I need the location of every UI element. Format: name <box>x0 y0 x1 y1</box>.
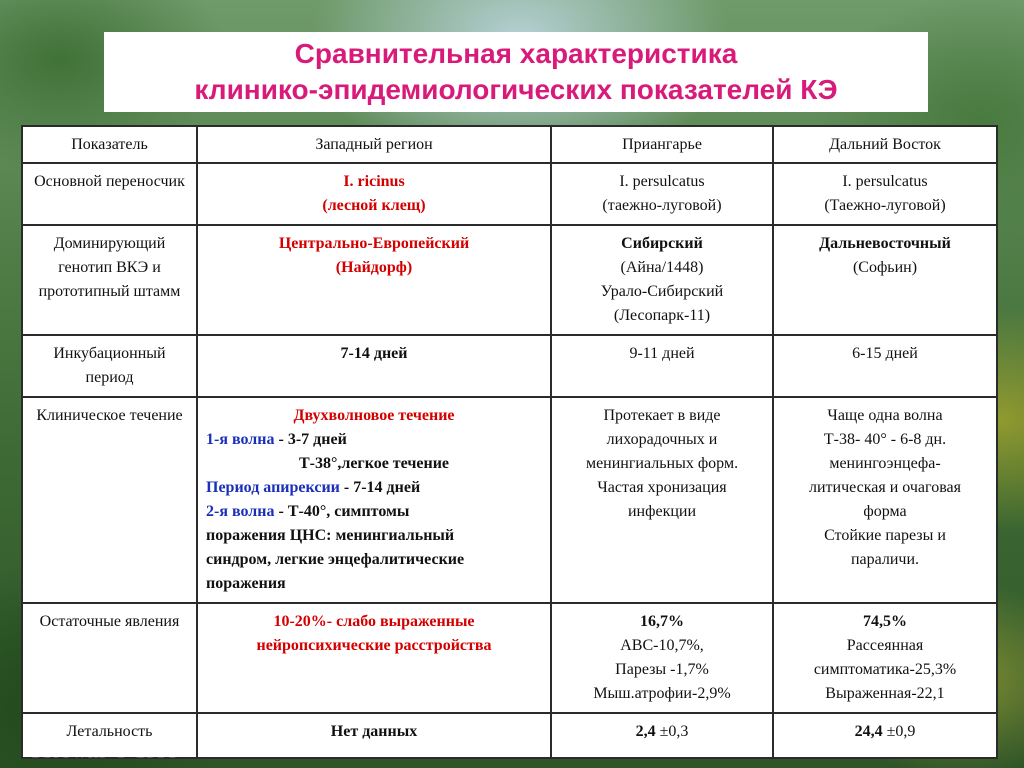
row-label: Инкубационный период <box>22 335 197 397</box>
cell-text: лихорадочных и <box>606 431 718 448</box>
header-far-east: Дальний Восток <box>773 126 997 163</box>
cell-far-east <box>773 225 997 335</box>
row-vector <box>22 163 997 225</box>
cell-far-east <box>773 163 997 225</box>
cell-text: менингоэнцефа- <box>829 455 941 472</box>
cell-text: 2,4 <box>635 723 656 740</box>
cell-text: Чаще одна волна <box>827 407 943 424</box>
cell-text: 24,4 <box>854 723 883 740</box>
cell-text: I. persulcatus <box>842 173 928 190</box>
header-indicator: Показатель <box>22 126 197 163</box>
cell-angara <box>551 225 773 335</box>
cell-text: (таежно-луговой) <box>602 197 722 214</box>
cell-angara <box>551 713 773 758</box>
cell-text: форма <box>863 503 907 520</box>
cell-text: (Найдорф) <box>335 259 413 276</box>
cell-west <box>197 397 551 603</box>
cell-text: Стойкие парезы и <box>824 527 946 544</box>
wave2-label: 2-я волна <box>206 503 275 520</box>
cell-text: АВС-10,7%, <box>620 637 704 654</box>
cell-text <box>206 428 542 452</box>
row-incubation <box>22 335 997 397</box>
cell-text: Сибирский <box>621 235 703 252</box>
cell-far-east: 6-15 дней <box>773 335 997 397</box>
cell-far-east <box>773 397 997 603</box>
wave2-text: - Т-40°, симптомы <box>274 503 410 520</box>
cell-west <box>197 603 551 713</box>
row-genotype <box>22 225 997 335</box>
cell-text: ±0,9 <box>882 723 916 740</box>
header-angara: Приангарье <box>551 126 773 163</box>
cell-text: 10-20%- слабо выраженные <box>273 613 475 630</box>
cell-text: Дальневосточный <box>819 235 951 252</box>
apyrexia-label: Период апирексии <box>206 479 340 496</box>
comparison-table <box>21 125 998 759</box>
photo-watermark: Sbrowns © 1995 <box>30 738 179 763</box>
cell-text: нейропсихические расстройства <box>256 637 492 654</box>
cell-text: I. persulcatus <box>619 173 705 190</box>
cell-text: Центрально-Европейский <box>278 235 470 252</box>
cell-angara <box>551 397 773 603</box>
cell-text: синдром, легкие энцефалитические <box>206 551 465 568</box>
cell-text: ±0,3 <box>655 723 689 740</box>
cell-text: Парезы -1,7% <box>615 661 709 678</box>
cell-west <box>197 225 551 335</box>
cell-far-east <box>773 603 997 713</box>
header-west: Западный регион <box>197 126 551 163</box>
row-label: Остаточные явления <box>22 603 197 713</box>
cell-text: (Лесопарк-11) <box>613 307 711 324</box>
cell-text: Т-38- 40° - 6-8 дн. <box>823 431 947 448</box>
cell-west <box>197 163 551 225</box>
cell-text: Мыш.атрофии-2,9% <box>593 685 731 702</box>
cell-angara <box>551 163 773 225</box>
wave1-text: - 3-7 дней <box>274 431 347 448</box>
cell-text: поражения ЦНС: менингиальный <box>206 527 455 544</box>
cell-text: Выраженная-22,1 <box>825 685 945 702</box>
cell-text: (Таежно-луговой) <box>824 197 946 214</box>
cell-text <box>206 476 542 500</box>
cell-text: симптоматика-25,3% <box>813 661 957 678</box>
wave1-label: 1-я волна <box>206 431 275 448</box>
cell-text: Урало-Сибирский <box>600 283 724 300</box>
row-label: Клиническое течение <box>22 397 197 603</box>
cell-far-east <box>773 713 997 758</box>
cell-text <box>206 500 542 524</box>
cell-west: 7-14 дней <box>197 335 551 397</box>
title-line-1: Сравнительная характеристика <box>294 38 738 69</box>
title-line-2: клинико-эпидемиологических показателей КЭ <box>194 74 838 105</box>
cell-text: (Айна/1448) <box>620 259 704 276</box>
cell-text: литическая и очаговая <box>808 479 961 496</box>
slide-title <box>104 32 928 112</box>
cell-text: (Софьин) <box>852 259 918 276</box>
cell-text: Протекает в виде <box>603 407 721 424</box>
cell-text: 74,5% <box>863 613 907 630</box>
cell-text: менингиальных форм. <box>585 455 739 472</box>
apyrexia-text: - 7-14 дней <box>339 479 421 496</box>
row-course <box>22 397 997 603</box>
cell-angara <box>551 603 773 713</box>
cell-text: параличи. <box>850 551 920 568</box>
cell-text: Двухволновое течение <box>293 407 455 424</box>
cell-text: Частая хронизация <box>597 479 727 496</box>
cell-text: (лесной клещ) <box>322 197 426 214</box>
cell-west: Нет данных <box>197 713 551 758</box>
cell-text: I. ricinus <box>343 173 405 190</box>
row-residual <box>22 603 997 713</box>
row-label: Летальность <box>22 713 197 758</box>
row-label: Основной переносчик <box>22 163 197 225</box>
cell-text: инфекции <box>627 503 697 520</box>
cell-text: Рассеянная <box>846 637 924 654</box>
cell-angara: 9-11 дней <box>551 335 773 397</box>
cell-text: Т-38°,легкое течение <box>298 455 450 472</box>
cell-text: 16,7% <box>640 613 684 630</box>
cell-text: поражения <box>206 575 286 592</box>
table-header-row <box>22 126 997 163</box>
row-label: Доминирующий генотип ВКЭ и прототипный штамм <box>22 225 197 335</box>
